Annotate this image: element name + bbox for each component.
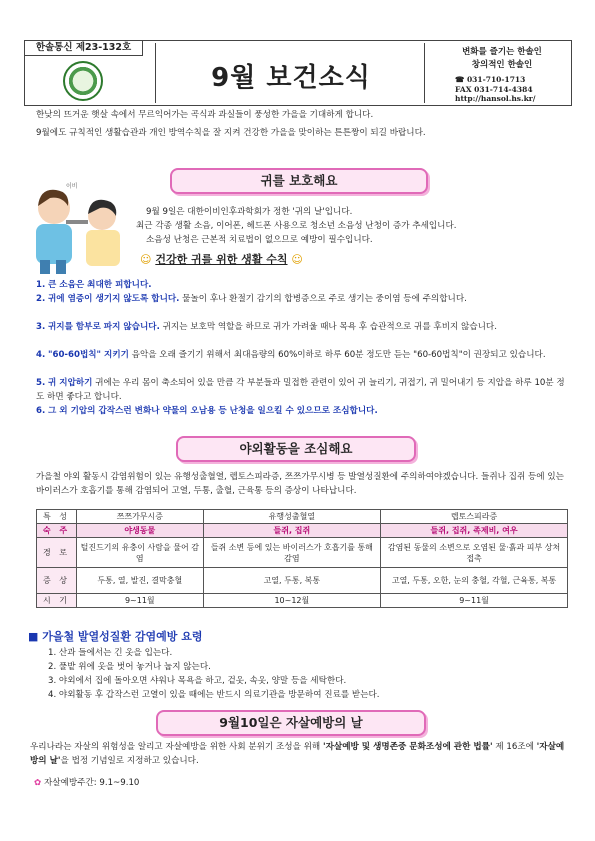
ear-paragraph-1: 9월 9일은 대한이비인후과학회가 정한 '귀의 날'입니다. <box>146 207 353 217</box>
prevention-item: 2. 풀밭 위에 옷을 벗어 놓거나 눕지 않는다. <box>48 662 211 672</box>
prevention-item: 3. 야외에서 집에 돌아오면 샤워나 목욕을 하고, 겉옷, 속옷, 양말 등을 세탁한다. <box>48 676 347 686</box>
prevention-item: 1. 산과 들에서는 긴 옷을 입는다. <box>48 648 173 658</box>
rule-text: 귀에는 우리 몸이 축소되어 있을 만큼 각 부분들과 밀접한 관련이 있어 귀 늘리기, 귀접기, 귀 밀어내기 등 지압을 하루 10분 정도 하면 좋다고 합니다. <box>36 378 565 402</box>
table-cell: 고열, 두통, 복통 <box>203 568 381 594</box>
section-title-suicide: 9월10일은 자살예방의 날 <box>156 710 426 736</box>
law-name: '자살예방 및 생명존중 문화조성에 관한 법률' <box>322 742 493 752</box>
table-cell: 렙토스피라증 <box>381 510 568 524</box>
ear-paragraph-2: 최근 각종 생활 소음, 이어폰, 헤드폰 사용으로 청소년 소음성 난청이 증가 추세입니다. <box>136 221 457 231</box>
url: http://hansol.hs.kr/ <box>455 94 536 103</box>
rule-heading: 큰 소음은 최대한 피합니다. <box>47 280 152 290</box>
table-cell: 들쥐, 집쥐, 족제비, 여우 <box>381 524 568 538</box>
table-cell: 두통, 열, 발진, 결막충혈 <box>77 568 204 594</box>
table-cell: 증 상 <box>37 568 77 594</box>
text-run: 우리나라는 자살의 위험성을 알리고 자살예방을 위한 사회 분위기 조성을 위해 <box>30 742 323 752</box>
text-run: 을 법정 기념일로 지정하고 있습니다. <box>60 756 199 766</box>
rule-heading: "60-60법칙" 지키기 <box>47 350 129 360</box>
table-cell: 시 기 <box>37 594 77 608</box>
ear-subtitle-text: 건강한 귀를 위한 생활 수칙 <box>155 253 288 266</box>
rule-heading: 귀지를 함부로 파지 않습니다. <box>47 322 160 332</box>
table-cell: 유행성출혈열 <box>203 510 381 524</box>
ear-rule-item <box>36 278 568 292</box>
table-cell: 감염된 동물의 소변으로 오염된 물·흙과 피부 상처 접촉 <box>381 538 568 568</box>
table-row <box>37 594 568 608</box>
disease-table <box>36 509 568 608</box>
table-cell: 들쥐, 집쥐 <box>203 524 381 538</box>
table-cell: 10~12월 <box>203 594 381 608</box>
table-row <box>37 568 568 594</box>
rule-heading: 귀 지압하기 <box>47 378 93 388</box>
rule-number: 3. <box>36 322 46 332</box>
rule-heading: 그 외 기압의 갑작스런 변화나 약물의 오남용 등 난청을 일으킬 수 있으므로 조심합니다. <box>47 406 378 416</box>
table-header-row <box>37 510 568 524</box>
table-row <box>37 538 568 568</box>
contact-info <box>455 75 575 104</box>
prevention-week <box>34 776 334 790</box>
fax: FAX 031-714-4384 <box>455 84 533 94</box>
intro-line-1: 한낮의 뜨거운 햇살 속에서 무르익어가는 곡식과 과실들이 풍성한 가을을 기대하게 합니다. <box>36 110 374 120</box>
ear-paragraph-3: 소음성 난청은 근본적 치료법이 없으므로 예방이 필수입니다. <box>146 235 373 245</box>
rule-number: 1. <box>36 280 46 290</box>
table-cell: 털진드기의 유충이 사람을 물어 감염 <box>77 538 204 568</box>
ear-rule-item <box>36 320 568 334</box>
table-cell: 고열, 두통, 오한, 눈의 충혈, 각혈, 근육통, 복통 <box>381 568 568 594</box>
rule-number: 5. <box>36 378 46 388</box>
slogan-1: 변화를 즐기는 한솔인 <box>462 47 542 57</box>
tel: ☎ 031-710-1713 <box>455 75 526 84</box>
page-title: 9월 보건소식 <box>211 63 371 93</box>
ear-rule-item <box>36 292 568 306</box>
smile-icon: ☺ <box>140 253 152 266</box>
newsletter-header <box>24 40 572 106</box>
day-name: '자살예방의 날' <box>30 742 565 766</box>
table-cell: 경 로 <box>37 538 77 568</box>
ear-rule-item <box>36 348 568 362</box>
prevention-week-text: 자살예방주간: 9.1~9.10 <box>43 778 140 788</box>
rule-number: 2. <box>36 294 46 304</box>
table-cell: 숙 주 <box>37 524 77 538</box>
text-run: 제 16조에 <box>492 742 537 752</box>
suicide-paragraph <box>30 740 570 768</box>
slogan-2: 창의적인 한솔인 <box>471 60 533 70</box>
title-box <box>155 43 425 103</box>
rule-number: 4. <box>36 350 46 360</box>
illustration-label: 이비 <box>66 183 78 190</box>
ear-rule-item <box>36 404 568 418</box>
table-cell: 특 성 <box>37 510 77 524</box>
flower-icon: ✿ <box>34 778 42 788</box>
table-cell: 9~11월 <box>381 594 568 608</box>
section-title-ear: 귀를 보호해요 <box>170 168 428 194</box>
table-cell: 들쥐 소변 등에 있는 바이러스가 호흡기를 통해 감염 <box>203 538 381 568</box>
table-row <box>37 524 568 538</box>
issue-tag: 한솔통신 제23-132호 <box>25 41 143 56</box>
rule-number: 6. <box>36 406 46 416</box>
rule-text: 물놀이 후나 환절기 감기의 합병증으로 주로 생기는 중이염 등에 주의합니다. <box>179 294 467 304</box>
section-title-outdoor: 야외활동을 조심해요 <box>176 436 416 462</box>
smile-icon: ☺ <box>291 253 303 266</box>
outdoor-paragraph: 가을철 야외 활동시 감염위험이 있는 유행성출혈열, 렙토스피라증, 쯔쯔가무시병 등 발열성질환에 주의하여야겠습니다. 들쥐나 집쥐 등에 있는 바이러스가 호흡기를 통해 감염되어 고열, 두통, 출혈, 근육통 등의 증상이 나타납니다. <box>36 472 564 496</box>
ear-exam-illustration <box>22 176 134 276</box>
intro-line-2: 9월에도 규칙적인 생활습관과 개인 방역수칙을 잘 지켜 건강한 가을을 맞이하는 튼튼짱이 되길 바랍니다. <box>36 128 426 138</box>
rule-heading: 귀에 염증이 생기지 않도록 합니다. <box>47 294 180 304</box>
table-cell: 쯔쯔가무시증 <box>77 510 204 524</box>
prevention-item: 4. 야외활동 후 갑작스런 고열이 있을 때에는 반드시 의료기관을 방문하여 진료를 받는다. <box>48 690 380 700</box>
prevention-title: ■ 가을철 발열성질환 감염예방 요령 <box>28 630 203 643</box>
ear-subtitle <box>140 252 460 268</box>
rule-text: 음악을 오래 즐기기 위해서 최대음량의 60%이하로 하루 60분 정도만 듣는 "60-60법칙"이 권장되고 있습니다. <box>128 350 546 360</box>
school-logo-icon <box>63 61 103 101</box>
table-cell: 9~11월 <box>77 594 204 608</box>
rule-text: 귀지는 보호막 역할을 하므로 귀가 가려울 때나 목욕 후 습관적으로 귀를 후비지 않습니다. <box>159 322 497 332</box>
table-cell: 야생동물 <box>77 524 204 538</box>
ear-rule-item <box>36 376 568 404</box>
